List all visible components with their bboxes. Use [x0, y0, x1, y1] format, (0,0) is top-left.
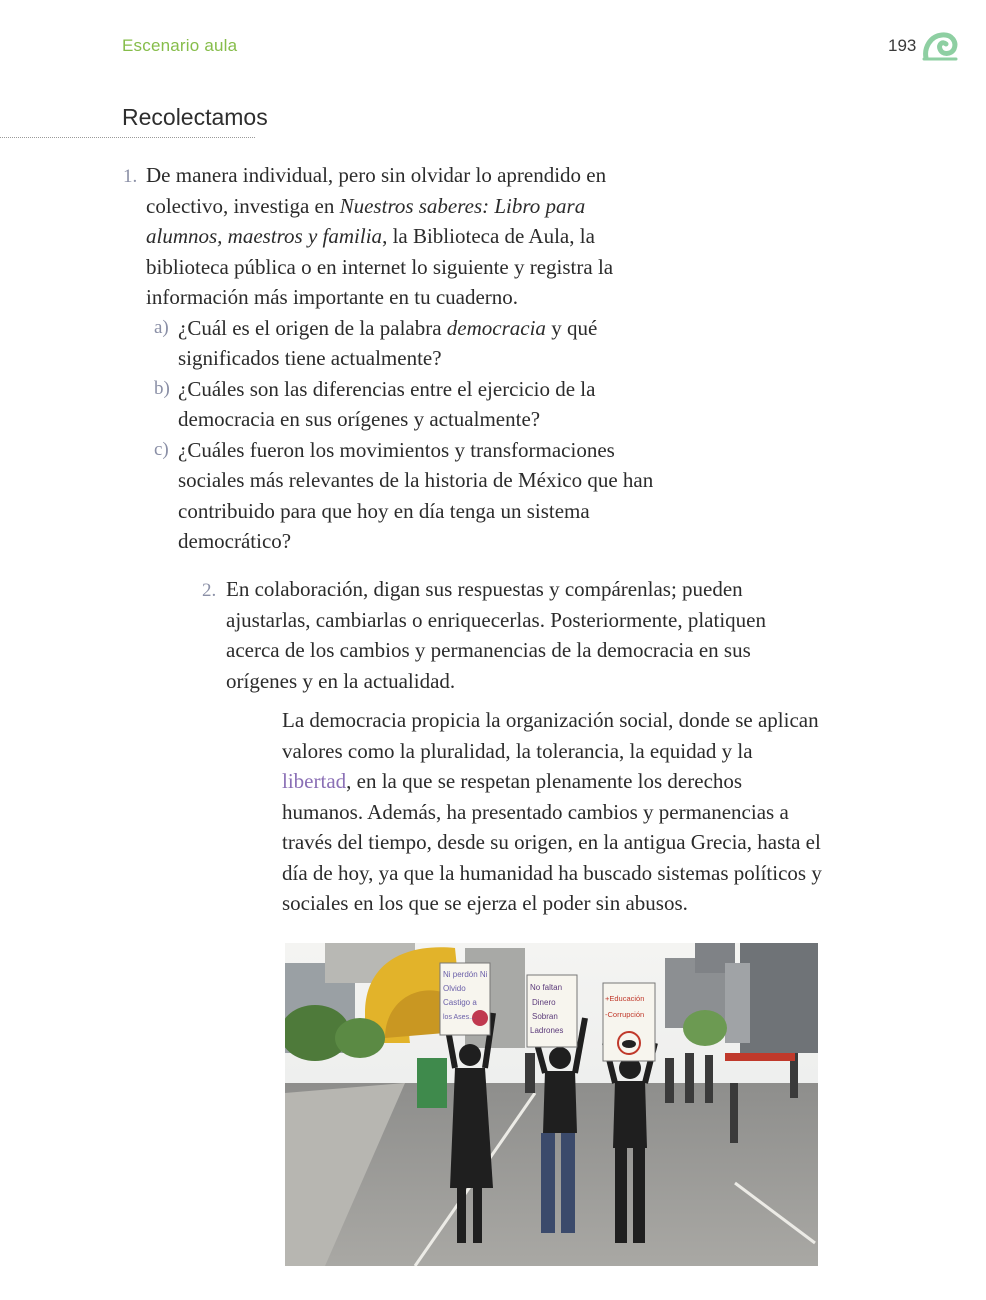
section-label: Escenario aula — [122, 36, 238, 55]
sub-question-c — [146, 435, 666, 557]
title-divider — [0, 137, 255, 138]
sub-question-b-text: ¿Cuáles son las diferencias entre el ejercicio de la democracia en sus orígenes y actualmente? — [178, 376, 596, 431]
sign-2-line-2: Dinero — [532, 998, 556, 1007]
protest-photo — [285, 943, 818, 1266]
sub-question-a-text-a: ¿Cuál es el origen de la palabra — [178, 315, 447, 340]
sub-question-a-text-b: y qué significados tiene actualmente? — [178, 315, 598, 370]
sub-question-b — [146, 374, 666, 435]
protest-sign-2 — [527, 975, 577, 1047]
sign-2-line-1: No faltan — [530, 983, 563, 992]
sign-1-line-3: Castigo a — [443, 998, 477, 1007]
page-number: 193 — [888, 36, 917, 55]
highlighted-term: libertad — [282, 769, 347, 793]
sub-question-c-text: ¿Cuáles fueron los movimientos y transformaciones sociales más relevantes de la historia de México que han contribuido para que hoy en día tenga un sistema democrático? — [178, 437, 654, 553]
spiral-icon — [922, 30, 958, 62]
italic-term: democracia — [446, 315, 546, 340]
protest-sign-3 — [603, 983, 655, 1061]
sign-1-line-1: Ni perdón Ni — [443, 970, 488, 979]
question-1-text-a: De manera individual, pero sin olvidar lo aprendido en colectivo, investiga en — [146, 163, 607, 218]
protest-photo-illustration — [285, 943, 818, 1266]
question-1 — [146, 160, 666, 557]
sign-3-line-2: -Corrupción — [605, 1010, 645, 1019]
sign-1-line-2: Olvido — [443, 984, 466, 993]
section-title: Recolectamos — [122, 104, 268, 130]
question-2: En colaboración, digan sus respuestas y compárenlas; pueden ajustarlas, cambiarlas o enriquecerlas. Posteriormente, platiquen acerca de los cambios y permanencias de la democracia en sus orígenes y en la actualidad. — [226, 577, 766, 693]
sign-2-line-4: Ladrones — [530, 1026, 564, 1035]
question-1-text-b: , la Biblioteca de Aula, la biblioteca pública o en internet lo siguiente y registra la información más importante en tu cuaderno. — [146, 224, 614, 309]
sub-question-letter: a) — [154, 316, 169, 338]
protest-sign-1 — [440, 963, 490, 1035]
democracy-paragraph — [282, 705, 822, 919]
sign-3-line-1: +Educación — [605, 994, 645, 1003]
question-number-1: 1. — [123, 166, 138, 187]
sub-question-a — [146, 313, 666, 374]
paragraph-text-b: , en la que se respetan plenamente los derechos humanos. Además, ha presentado cambios y permanencias a través del tiempo, desde su origen, en la antigua Grecia, hasta el día de hoy, ya que la humanidad ha buscado sistemas políticos y sociales en los que se ejerza el poder sin abusos. — [282, 769, 822, 915]
sign-2-line-3: Sobran — [532, 1012, 558, 1021]
question-1-text — [146, 160, 666, 313]
question-number-2: 2. — [202, 580, 217, 601]
book-title: Nuestros saberes: Libro para alumnos, maestros y familia — [146, 193, 586, 248]
sub-question-letter: c) — [154, 438, 169, 460]
sign-1-line-4: los Ases... — [443, 1014, 475, 1021]
sub-question-letter: b) — [154, 377, 170, 399]
paragraph-text-a: La democracia propicia la organización social, donde se aplican valores como la pluralidad, la tolerancia, la equidad y la — [282, 708, 819, 763]
